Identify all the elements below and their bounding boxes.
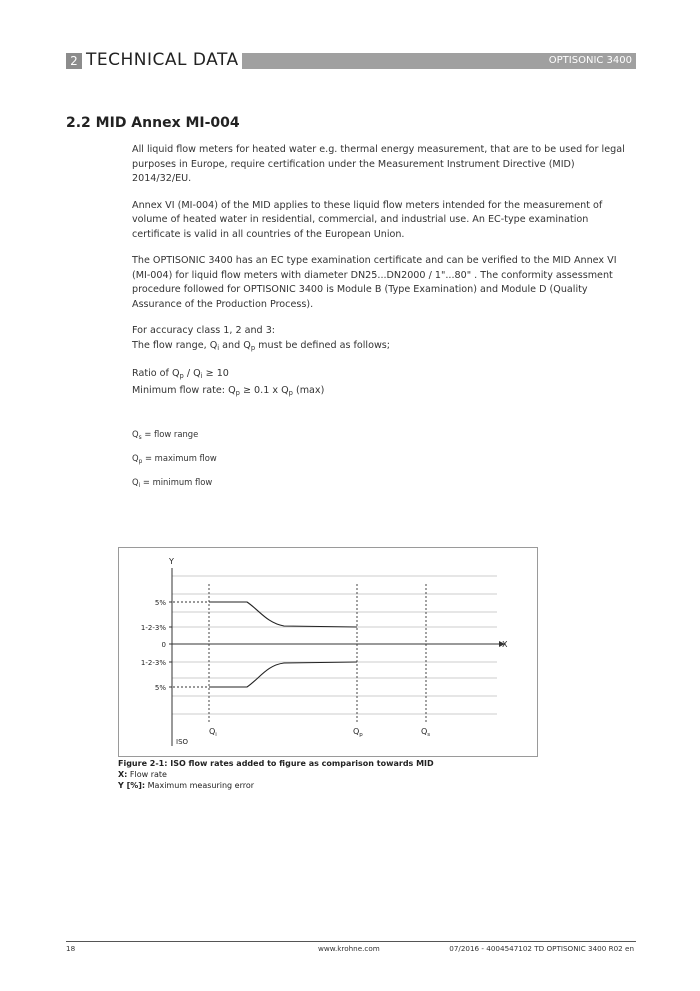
lower-error-curve [209,662,357,687]
page-number: 18 [66,944,76,953]
body-content [132,143,632,496]
marker-qp: $Q_p$ [353,727,363,738]
footer-divider [66,941,636,942]
marker-qi: $Q_i$ [209,727,217,738]
flow-range-line: The flow range, $Q_i$ and $Q_p$ must be defined as follows; [132,339,391,352]
accuracy-class-line: For accuracy class 1, 2 and 3: [132,325,276,336]
paragraph-annex-vi: Annex VI (MI-004) of the MID applies to these liquid flow meters intended for the measurement of volume of heated water in residential, commercial, and industrial use. An EC-type examination certificate is valid in all countries of the European Union. [132,199,603,240]
x-axis-label: X [502,640,508,649]
definition-maximum-flow: $Q_p$ = maximum flow [132,453,217,465]
y-axis-label: Y [169,557,174,566]
section-title: 2.2 MID Annex MI-004 [66,115,240,131]
flow-error-figure [118,547,538,757]
caption-y-key: Y [%]: Maximum measuring error [118,781,255,790]
flow-error-diagram [119,548,537,756]
tick-label-123-upper: 1-2-3% [140,624,166,632]
footer-website: www.krohne.com [318,944,380,953]
chapter-title: TECHNICAL DATA [86,50,239,70]
tick-label-123-lower: 1-2-3% [140,659,166,667]
definition-flow-range: $Q_s$ = flow range [132,429,199,441]
marker-qs: $Q_s$ [421,727,431,738]
page-header [66,52,636,70]
ratio-line: Ratio of $Q_p / Q_i \ge 10$ [132,368,229,380]
product-name: OPTISONIC 3400 [548,55,632,66]
header-bar [242,53,636,69]
tick-label-zero: 0 [161,641,166,649]
definition-minimum-flow: $Q_i$ = minimum flow [132,477,213,489]
caption-x-key: X: Flow rate [118,770,167,779]
caption-title: Figure 2-1: ISO flow rates added to figure as comparison towards MID [118,759,434,768]
paragraph-mid-intro: All liquid flow meters for heated water e.g. thermal energy measurement, that are to be used for legal purposes in Europe, require certification under the Measurement Instrument Directive (MID) 2014/32/EU. [132,144,625,184]
figure-caption [118,758,538,791]
footer-doc-reference: 07/2016 - 4004547102 TD OPTISONIC 3400 R02 en [449,944,634,953]
paragraph-certificate: The OPTISONIC 3400 has an EC type examination certificate and can be verified to the MID Annex VI (MI-004) for liquid flow meters with diameter DN25...DN2000 / 1"...80" . The conformity assessment procedure followed for OPTISONIC 3400 is Module B (Type Examination) and Module D (Quality Assurance of the Production Process). [132,255,617,310]
tick-label-5-lower: 5% [154,684,166,692]
grid-lines [172,576,497,714]
chapter-number: 2 [66,53,82,69]
tick-label-5-upper: 5% [154,599,166,607]
minimum-flow-line: Minimum flow rate: $Q_p \ge 0.1$ x $Q_p$ (max) [132,384,325,397]
iso-label: ISO [176,738,189,746]
upper-error-curve [209,602,357,627]
